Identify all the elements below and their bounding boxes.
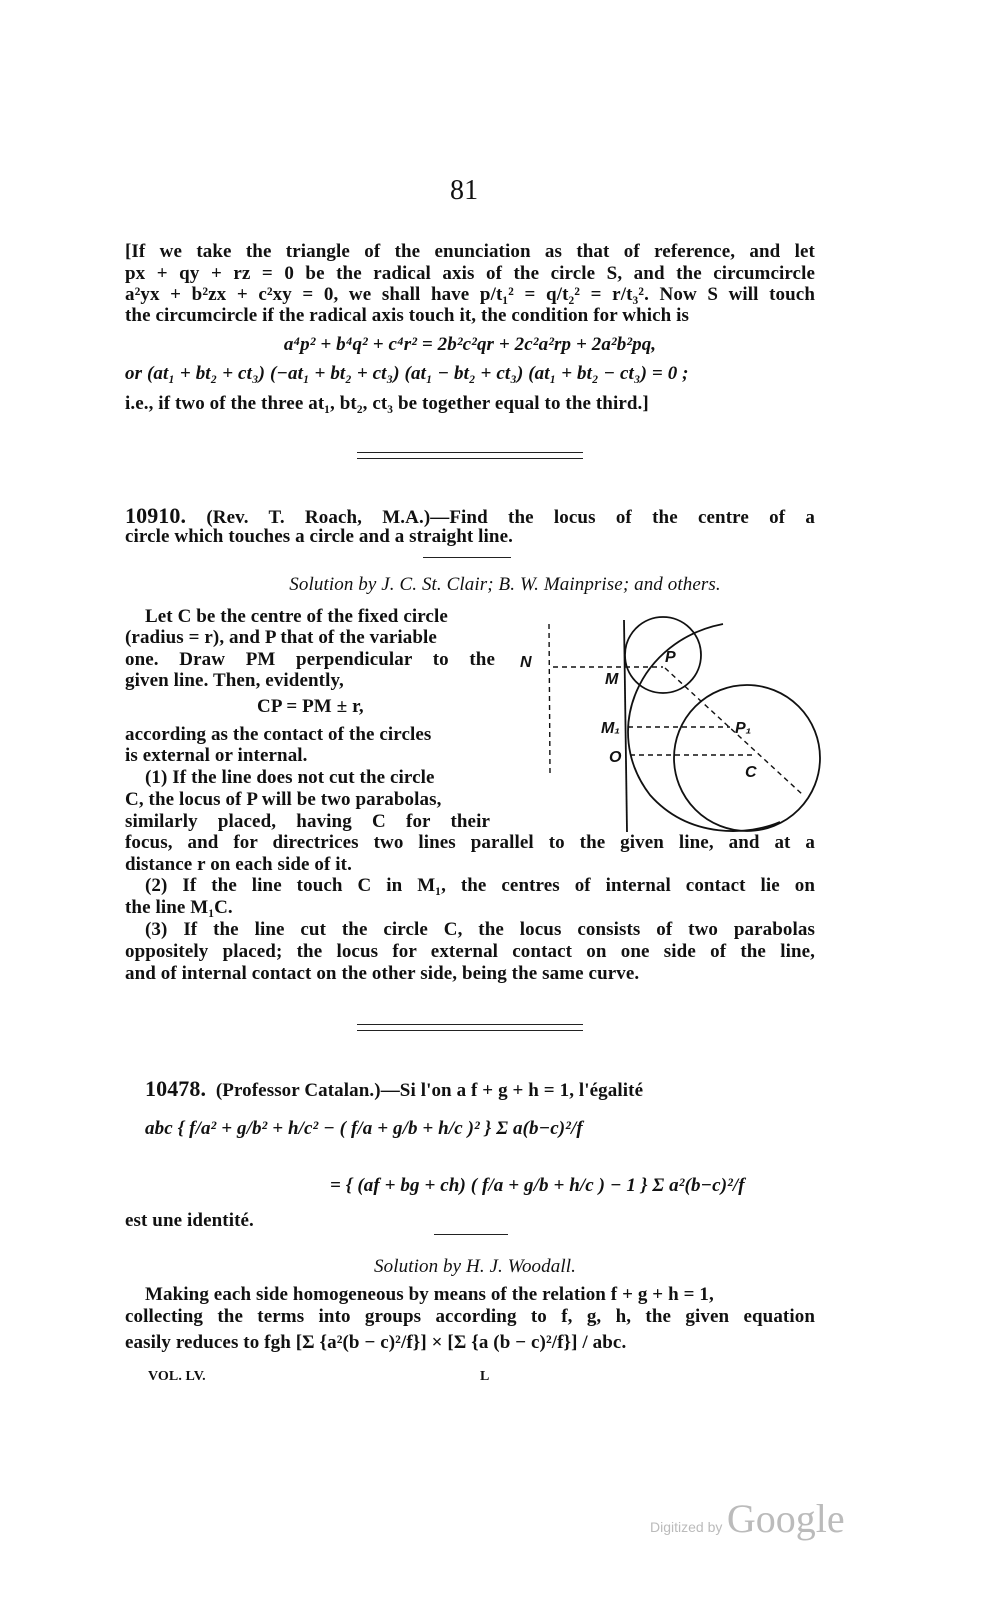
text-line: i.e., if two of the three at₁, bt₂, ct₃ be together equal to the third.] xyxy=(125,393,649,414)
page-number: 81 xyxy=(450,175,479,206)
label-M: M xyxy=(605,671,619,688)
question-text: (Professor Catalan.)—Si l'on a f + g + h = 1, l'égalité xyxy=(215,1080,644,1101)
text-line: given line. Then, evidently, xyxy=(125,670,344,691)
divider xyxy=(357,1024,583,1025)
solution-by: Solution by H. J. Woodall. xyxy=(374,1256,576,1277)
equation: or (at₁ + bt₂ + ct₃) (−at₁ + bt₂ + ct₃) (at₁ − bt₂ + ct₃) (at₁ + bt₂ − ct₃) = 0 ; xyxy=(125,363,689,384)
text-line: similarly placed, having C for their xyxy=(125,811,490,832)
text-line: [If we take the triangle of the enunciation as that of reference, and let xyxy=(125,241,815,262)
text-line: C, the locus of P will be two parabolas, xyxy=(125,789,442,810)
short-divider xyxy=(434,1234,508,1235)
question-number: 10478. xyxy=(145,1076,207,1101)
text-line: according as the contact of the circles xyxy=(125,724,432,745)
text-line: Making each side homogeneous by means of the relation f + g + h = 1, xyxy=(145,1284,714,1305)
equation: = { (af + bg + ch) ( f/a + g/b + h/c ) − 1 } Σ a²(b−c)²/f xyxy=(330,1175,745,1196)
label-N: N xyxy=(520,654,532,671)
question-number: 10910. xyxy=(125,503,187,528)
text-line: and of internal contact on the other side, being the same curve. xyxy=(125,963,640,984)
text-line: the line M₁C. xyxy=(125,897,233,918)
text-line: (3) If the line cut the circle C, the locus consists of two parabolas xyxy=(145,919,815,940)
label-P1: P₁ xyxy=(735,720,752,737)
label-M1: M₁ xyxy=(601,720,620,737)
text-line: easily reduces to fgh [Σ {a²(b − c)²/f}] × [Σ {a (b − c)²/f}] / abc. xyxy=(125,1332,627,1353)
text-line: est une identité. xyxy=(125,1210,254,1231)
watermark-prefix: Digitized by xyxy=(650,1519,723,1535)
divider xyxy=(357,1030,583,1031)
text-line: one. Draw PM perpendicular to the xyxy=(125,649,495,670)
fixed-circle xyxy=(674,685,820,831)
volume-footer: VOL. LV. xyxy=(148,1369,206,1384)
google-logo: Google xyxy=(726,1496,845,1541)
text-line: distance r on each side of it. xyxy=(125,854,352,875)
digitized-watermark xyxy=(650,1495,845,1542)
text-line: oppositely placed; the locus for external contact on one side of the line, xyxy=(125,941,815,962)
text-line: a²yx + b²zx + c²xy = 0, we shall have p/t₁² = q/t₂² = r/t₃². Now S will touch xyxy=(125,284,815,305)
equation: a⁴p² + b⁴q² + c⁴r² = 2b²c²qr + 2c²a²rp + 2a²b²pq, xyxy=(283,334,657,355)
label-C: C xyxy=(745,764,757,781)
text-line: (2) If the line touch C in M₁, the centres of internal contact lie on xyxy=(145,875,815,896)
question-line: circle which touches a circle and a straight line. xyxy=(125,526,513,547)
text-line: focus, and for directrices two lines parallel to the given line, and at a xyxy=(125,832,815,853)
equation: CP = PM ± r, xyxy=(257,696,364,717)
text-line: Let C be the centre of the fixed circle xyxy=(145,606,448,627)
solution-by: Solution by J. C. St. Clair; B. W. Mainprise; and others. xyxy=(289,574,721,595)
text-line: (radius = r), and P that of the variable xyxy=(125,627,437,648)
text-line: px + qy + rz = 0 be the radical axis of the circle S, and the circumcircle xyxy=(125,263,815,284)
label-O: O xyxy=(609,749,622,766)
text-line: the circumcircle if the radical axis touch it, the condition for which is xyxy=(125,305,690,326)
text-line: collecting the terms into groups according to f, g, h, the given equation xyxy=(125,1306,815,1327)
question-line xyxy=(145,1076,643,1102)
signature-mark: L xyxy=(480,1369,490,1384)
label-P: P xyxy=(665,649,676,666)
directrix-line xyxy=(549,624,550,773)
text-line: is external or internal. xyxy=(125,745,308,766)
text-line: (1) If the line does not cut the circle xyxy=(145,767,435,788)
equation: abc { f/a² + g/b² + h/c² − ( f/a + g/b + h/c )² } Σ a(b−c)²/f xyxy=(145,1118,583,1139)
question-text: (Rev. T. Roach, M.A.)—Find the locus of the centre of a xyxy=(206,507,815,528)
